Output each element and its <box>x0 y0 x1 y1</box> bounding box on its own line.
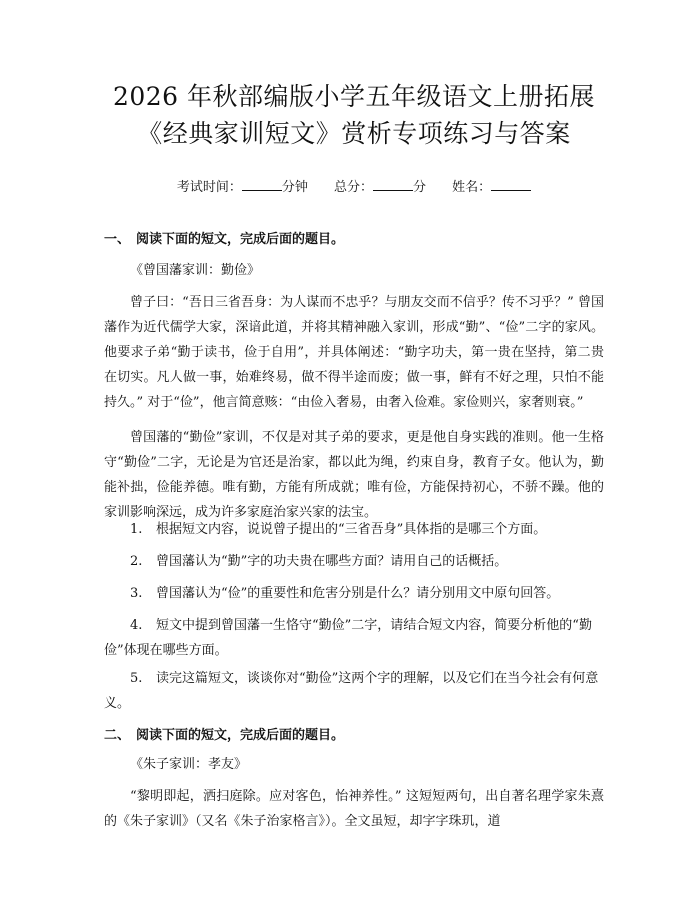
question-3-text: 曾国藩认为“俭”的重要性和危害分别是什么？请分别用文中原句回答。 <box>156 586 560 601</box>
question-4-number: 4. <box>130 618 143 633</box>
question-1-text: 根据短文内容，说说曾子提出的“三省吾身”具体指的是哪三个方面。 <box>156 522 547 537</box>
exam-time <box>177 180 312 195</box>
question-2 <box>104 549 604 574</box>
question-1 <box>104 517 604 542</box>
passage-2-title: 《朱子家训：孝友》 <box>130 757 248 772</box>
name-label: 姓名： <box>452 180 492 195</box>
section-1-heading <box>104 228 344 247</box>
question-3-number: 3. <box>130 586 143 601</box>
title-line-2: 《经典家训短文》赏析专项练习与答案 <box>137 119 571 148</box>
name-blank <box>491 178 531 191</box>
question-2-number: 2. <box>130 554 143 569</box>
question-2-text: 曾国藩认为“勤”字的功夫贵在哪些方面？请用自己的话概括。 <box>156 554 508 569</box>
passage-2-paragraph-1: “黎明即起，洒扫庭除。应对客色，怡神养性。” 这短短两句，出自著名理学家朱熹的《朱子家训》（又名《朱子治家格言》）。全文虽短，却字字珠玑，道 <box>104 789 604 829</box>
time-unit: 分钟 <box>281 180 308 195</box>
section-2-heading <box>104 724 344 743</box>
document-title <box>104 78 604 152</box>
passage-1-title: 《曾国藩家训：勤俭》 <box>130 263 261 278</box>
question-5-number: 5. <box>130 671 143 686</box>
question-1-number: 1. <box>130 522 143 537</box>
score-label: 总分： <box>333 180 373 195</box>
passage-1-paragraph-1: 曾子曰：“吾日三省吾身：为人谋而不忠乎？与朋友交而不信乎？传不习乎？” 曾国藩作为近代儒学大家，深谙此道，并将其精神融入家训，形成“勤”、“俭”二字的家风。他要求子弟“勤于读书，俭于自用”，并具体阐述：“勤字功夫，第一贵在坚持，第二贵在切实。凡人做一事，始难终易，做不得半途而废；做一事，鲜有不好之理，只怕不能持久。” 对于“俭”，他言简意赅：“由俭入奢易，由奢入俭难。家俭则兴，家奢则衰。” <box>104 295 604 410</box>
section-2-heading-text: 阅读下面的短文，完成后面的题目。 <box>136 728 345 743</box>
section-2-number: 二、 <box>104 728 131 743</box>
question-5-text: 读完这篇短文，谈谈你对“勤俭”这两个字的理解，以及它们在当今社会有何意义。 <box>104 671 599 711</box>
section-1-number: 一、 <box>104 232 131 247</box>
question-4 <box>104 613 604 663</box>
time-blank <box>242 178 282 191</box>
question-5 <box>104 666 604 716</box>
question-3 <box>104 581 604 606</box>
exam-name <box>452 180 531 195</box>
section-1-heading-text: 阅读下面的短文，完成后面的题目。 <box>136 232 345 247</box>
score-unit: 分 <box>413 180 427 195</box>
question-4-text: 短文中提到曾国藩一生恪守“勤俭”二字，请结合短文内容，简要分析他的“勤俭”体现在哪些方面。 <box>104 618 592 658</box>
passage-1-paragraph-2: 曾国藩的“勤俭”家训，不仅是对其子弟的要求，更是他自身实践的准则。他一生格守“勤俭”二字，无论是为官还是治家，都以此为绳，约束自身，教育子女。他认为，勤能补拙，俭能养德。唯有勤，方能有所成就；唯有俭，方能保持初心，不骄不躁。他的家训影响深远，成为许多家庭治家兴家的法宝。 <box>104 430 604 520</box>
exam-score <box>334 180 430 195</box>
exam-meta <box>104 178 604 197</box>
score-blank <box>373 178 413 191</box>
time-label: 考试时间： <box>176 180 242 195</box>
title-line-1: 2026 年秋部编版小学五年级语文上册拓展 <box>112 82 596 111</box>
